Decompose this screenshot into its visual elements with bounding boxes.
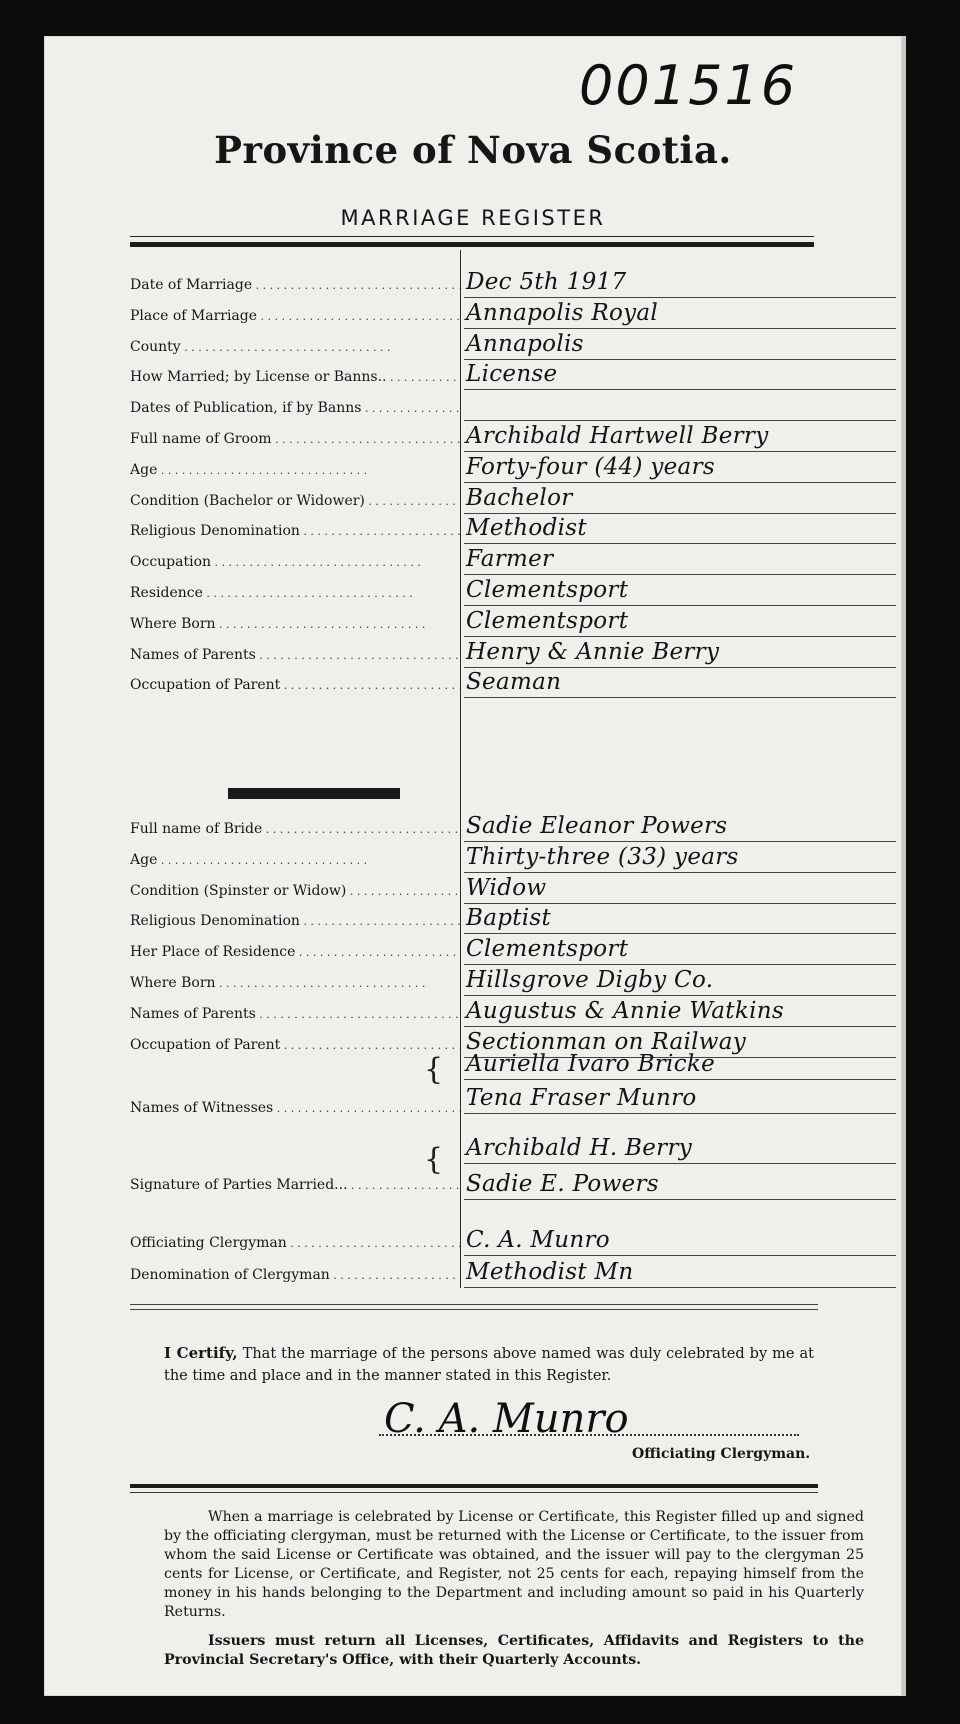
field-label: Occupation of Parent . . . (130, 1037, 460, 1053)
field-row (130, 422, 900, 452)
field-value: Henry & Annie Berry (466, 638, 720, 665)
field-value: Annapolis (466, 330, 584, 357)
issuers-paragraph: Issuers must return all Licenses, Certificates, Affidavits and Registers to the Provincial Secretary's Office, with their Quarterly Accounts. (164, 1633, 864, 1668)
document-number: 001516 (579, 54, 798, 117)
field-row (130, 997, 900, 1027)
field-value: Dec 5th 1917 (466, 269, 627, 295)
signature-dotted-line (379, 1434, 799, 1436)
parties-brace-icon: { (424, 1142, 444, 1177)
witnesses-label: Names of Witnesses . . . (130, 1100, 460, 1116)
field-label: Residence . . . (130, 585, 460, 601)
field-label: Occupation . . . (130, 554, 460, 570)
party-1-row (130, 1134, 900, 1164)
witness-2-line (464, 1113, 896, 1114)
signature-caption: Officiating Clergyman. (632, 1446, 811, 1462)
field-row (130, 966, 900, 996)
field-row (130, 484, 900, 514)
field-underline (464, 697, 896, 698)
province-title: Province of Nova Scotia. (214, 128, 732, 172)
field-label: Condition (Bachelor or Widower) . . . (130, 493, 460, 509)
party-1-line (464, 1163, 896, 1164)
party-2-line (464, 1199, 896, 1200)
field-value: Augustus & Annie Watkins (466, 997, 784, 1024)
field-value: Annapolis Royal (466, 299, 659, 326)
clergy-row-officiating (130, 1226, 900, 1256)
field-value: Seaman (466, 669, 562, 696)
witnesses-brace-icon: { (424, 1052, 444, 1087)
field-label: Age . . . (130, 462, 460, 478)
notice-thin-rule (130, 1492, 818, 1493)
parties-label: Signature of Parties Married... . . . (130, 1177, 460, 1193)
certify-rule-bottom (130, 1309, 818, 1310)
field-value: Farmer (466, 546, 554, 573)
field-value: Clementsport (466, 607, 629, 634)
field-value: Archibald Hartwell Berry (466, 423, 769, 449)
field-label: Full name of Bride . . . (130, 821, 460, 837)
notice-text (164, 1508, 864, 1680)
field-value: Forty-four (44) years (466, 453, 715, 480)
field-label: Names of Parents . . . (130, 647, 460, 663)
field-row (130, 391, 900, 421)
witness-2-value: Tena Fraser Munro (466, 1085, 697, 1111)
header-thick-rule (130, 242, 814, 247)
clergyman-signature: C. A. Munro (384, 1396, 629, 1442)
field-label: Dates of Publication, if by Banns . . . (130, 400, 460, 416)
field-label: Her Place of Residence . . . (130, 944, 460, 960)
clergy-officiating-value: C. A. Munro (466, 1227, 610, 1253)
field-label: Age . . . (130, 852, 460, 868)
field-label: Where Born . . . (130, 975, 460, 991)
header-rule (130, 236, 814, 237)
certification-statement (164, 1342, 814, 1387)
section-separator (228, 788, 400, 799)
notice-thick-rule (130, 1484, 818, 1488)
witness-2-row (130, 1084, 900, 1114)
page-edge (902, 36, 906, 1696)
field-row (130, 453, 900, 483)
field-label: Where Born . . . (130, 616, 460, 632)
field-row (130, 545, 900, 575)
field-row (130, 514, 900, 544)
field-row (130, 812, 900, 842)
field-label: How Married; by License or Banns.. . . . (130, 369, 460, 385)
field-label: Religious Denomination . . . (130, 523, 460, 539)
field-label: Occupation of Parent . . . (130, 677, 460, 693)
field-label: Condition (Spinster or Widow) . . . (130, 883, 460, 899)
field-value: Clementsport (466, 577, 629, 603)
field-value: Methodist (466, 515, 587, 542)
field-value: Widow (466, 874, 547, 901)
field-value: License (466, 361, 558, 388)
party-2-value: Sadie E. Powers (466, 1171, 659, 1197)
field-label: Date of Marriage . . . (130, 277, 460, 293)
witness-1-line (464, 1079, 896, 1080)
marriage-register-page (44, 36, 902, 1696)
field-label: Place of Marriage . . . (130, 308, 460, 324)
field-value: Baptist (466, 905, 552, 932)
certify-rule-top (130, 1304, 818, 1305)
field-row (130, 668, 900, 698)
certify-text: That the marriage of the persons above named was duly celebrated by me at the time and place and in the manner stated in this Register. (164, 1346, 814, 1384)
field-value: Sadie Eleanor Powers (466, 813, 728, 839)
field-value: Hillsgrove Digby Co. (466, 967, 714, 993)
certify-lead: I Certify, (164, 1344, 238, 1362)
field-label: County . . . (130, 339, 460, 355)
witness-1-row (130, 1050, 900, 1080)
field-value: Bachelor (466, 484, 573, 511)
clergy-denomination-value: Methodist Mn (466, 1259, 634, 1285)
party-1-value: Archibald H. Berry (466, 1135, 693, 1161)
party-2-row (130, 1170, 900, 1200)
field-row (130, 607, 900, 637)
field-row (130, 576, 900, 606)
clergy-officiating-label: Officiating Clergyman . . . (130, 1235, 460, 1251)
field-row (130, 843, 900, 873)
clergy-denomination-line (464, 1287, 896, 1288)
field-row (130, 638, 900, 668)
field-row (130, 299, 900, 329)
field-label: Religious Denomination . . . (130, 913, 460, 929)
field-row (130, 874, 900, 904)
register-title: MARRIAGE REGISTER (340, 206, 606, 230)
field-label: Names of Parents . . . (130, 1006, 460, 1022)
clergy-denomination-label: Denomination of Clergyman . . . (130, 1267, 460, 1283)
field-label: Full name of Groom . . . (130, 431, 460, 447)
witness-1-value: Auriella Ivaro Bricke (466, 1051, 716, 1077)
field-row (130, 268, 900, 298)
field-row (130, 904, 900, 934)
field-value: Clementsport (466, 936, 629, 963)
clergy-officiating-line (464, 1255, 896, 1256)
clergy-row-denomination (130, 1258, 900, 1288)
field-value: Sectionman on Railway (466, 1028, 747, 1055)
field-row (130, 360, 900, 390)
field-row (130, 935, 900, 965)
field-row (130, 330, 900, 360)
notice-paragraph: When a marriage is celebrated by License or Certificate, this Register filled up and signed by the officiating clergyman, must be returned with the License or Certificate, to the issuer from whom the said License or Certificate was obtained, and the issuer will pay to the clergyman 25 cents for License, or Certificate, and Register, not 25 cents for each, repaying himself from the money in his hands belonging to the Department and including amount so paid in his Quarterly Returns. (164, 1509, 864, 1620)
field-value: Thirty-three (33) years (466, 843, 739, 870)
